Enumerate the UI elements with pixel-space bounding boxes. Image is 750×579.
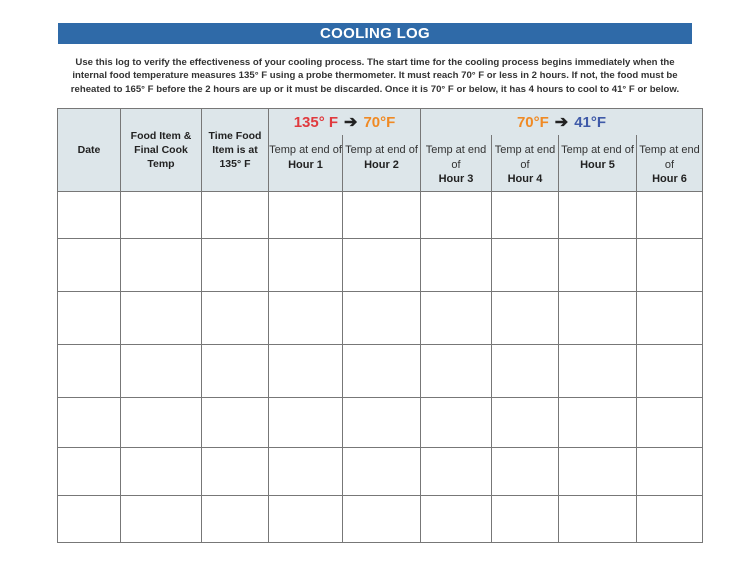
log-entry-cell[interactable] [343, 345, 421, 398]
cooling-log-table [57, 108, 703, 543]
log-entry-cell[interactable] [559, 239, 637, 292]
column-header-hour-6 [637, 135, 703, 192]
stage-1-range [269, 109, 421, 136]
log-entry-cell[interactable] [269, 398, 343, 448]
log-entry-cell[interactable] [343, 496, 421, 543]
log-entry-cell[interactable] [637, 345, 703, 398]
log-entry-cell[interactable] [492, 496, 559, 543]
stage-2-start-temp: 70°F [516, 114, 549, 131]
log-entry-cell[interactable] [492, 448, 559, 496]
arrow-right-icon: ➔ [344, 114, 358, 131]
hour-header-label: Hour 2 [364, 158, 399, 171]
log-entry-cell[interactable] [58, 292, 121, 345]
log-entry-cell[interactable] [559, 192, 637, 239]
log-entry-cell[interactable] [269, 345, 343, 398]
hour-header-prefix: Temp at end of [494, 144, 556, 171]
log-entry-cell[interactable] [637, 496, 703, 543]
hour-header-prefix: Temp at end of [561, 144, 634, 156]
column-header-hour-4 [492, 135, 559, 192]
log-entry-cell[interactable] [637, 192, 703, 239]
page-title: COOLING LOG [58, 23, 692, 44]
log-entry-cell[interactable] [202, 292, 269, 345]
log-entry-cell[interactable] [58, 192, 121, 239]
log-entry-cell[interactable] [343, 448, 421, 496]
hour-header-prefix: Temp at end of [269, 144, 342, 156]
log-entry-cell[interactable] [269, 448, 343, 496]
instructions-text: Use this log to verify the effectiveness of your cooling process. The start time for the cooling process begins immediately when the internal food temperature measures 135° F using a probe thermometer. It must reach 70° F or less in 2 hours. If not, the food must be reheated to 165° F before the 2 hours are up or it must be discarded. Once it is 70° F or below, it has 4 hours to cool to 41° F or below. [70, 57, 680, 95]
log-entry-cell[interactable] [202, 239, 269, 292]
log-entry-cell[interactable] [343, 398, 421, 448]
log-entry-cell[interactable] [58, 496, 121, 543]
log-entry-cell[interactable] [202, 496, 269, 543]
log-entry-cell[interactable] [492, 239, 559, 292]
stage-2-range [421, 109, 703, 136]
log-entry-cell[interactable] [269, 192, 343, 239]
log-entry-cell[interactable] [421, 398, 492, 448]
log-entry-cell[interactable] [269, 292, 343, 345]
log-entry-cell[interactable] [559, 292, 637, 345]
hour-header-label: Hour 4 [507, 173, 543, 185]
log-entry-cell[interactable] [559, 398, 637, 448]
log-entry-cell[interactable] [421, 448, 492, 496]
arrow-right-icon: ➔ [554, 114, 569, 131]
log-entry-cell[interactable] [559, 448, 637, 496]
log-entry-cell[interactable] [202, 192, 269, 239]
log-entry-cell[interactable] [421, 239, 492, 292]
column-header-hour-5 [559, 135, 637, 192]
log-entry-cell[interactable] [492, 345, 559, 398]
stage-1-target-temp: 70°F [363, 114, 396, 131]
column-header-hour-2 [343, 135, 421, 192]
log-entry-cell[interactable] [637, 398, 703, 448]
log-entry-cell[interactable] [637, 448, 703, 496]
log-entry-cell[interactable] [202, 345, 269, 398]
log-entry-cell[interactable] [269, 239, 343, 292]
log-entry-cell[interactable] [492, 192, 559, 239]
log-entry-cell[interactable] [121, 292, 202, 345]
column-header-hour-1 [269, 135, 343, 192]
log-entry-cell[interactable] [637, 292, 703, 345]
hour-header-label: Hour 1 [288, 158, 323, 171]
log-entry-cell[interactable] [121, 448, 202, 496]
log-entry-cell[interactable] [121, 192, 202, 239]
log-entry-cell[interactable] [492, 292, 559, 345]
log-entry-cell[interactable] [121, 345, 202, 398]
hour-header-label: Hour 5 [580, 158, 615, 171]
log-entry-cell[interactable] [121, 496, 202, 543]
log-entry-cell[interactable] [58, 239, 121, 292]
log-entry-cell[interactable] [58, 398, 121, 448]
column-header-time-at-135: Time Food Item is at 135° F [202, 109, 269, 192]
log-entry-cell[interactable] [637, 239, 703, 292]
log-entry-cell[interactable] [421, 345, 492, 398]
log-entry-cell[interactable] [202, 448, 269, 496]
stage-2-target-temp: 41°F [574, 114, 607, 131]
column-header-food-item: Food Item & Final Cook Temp [121, 109, 202, 192]
log-entry-cell[interactable] [343, 292, 421, 345]
log-entry-cell[interactable] [421, 192, 492, 239]
log-entry-cell[interactable] [421, 496, 492, 543]
hour-header-prefix: Temp at end of [639, 144, 700, 171]
log-entry-cell[interactable] [58, 345, 121, 398]
stage-1-start-temp: 135° F [293, 114, 339, 131]
hour-header-label: Hour 6 [652, 173, 687, 185]
hour-header-prefix: Temp at end of [425, 144, 487, 171]
column-header-hour-3 [421, 135, 492, 192]
log-entry-cell[interactable] [559, 345, 637, 398]
table-row [58, 398, 703, 448]
table-row [58, 496, 703, 543]
log-entry-cell[interactable] [202, 398, 269, 448]
hour-header-label: Hour 3 [438, 173, 474, 185]
log-entry-cell[interactable] [343, 239, 421, 292]
log-entry-cell[interactable] [343, 192, 421, 239]
hour-header-prefix: Temp at end of [345, 144, 418, 156]
table-row [58, 292, 703, 345]
table-row [58, 448, 703, 496]
table-row [58, 345, 703, 398]
log-entry-cell[interactable] [269, 496, 343, 543]
log-entry-cell[interactable] [492, 398, 559, 448]
log-entry-cell[interactable] [58, 448, 121, 496]
log-entry-cell[interactable] [121, 239, 202, 292]
table-row [58, 192, 703, 239]
table-row [58, 239, 703, 292]
column-header-date: Date [58, 109, 121, 192]
log-entry-cell[interactable] [559, 496, 637, 543]
log-entry-cell[interactable] [421, 292, 492, 345]
log-entry-cell[interactable] [121, 398, 202, 448]
